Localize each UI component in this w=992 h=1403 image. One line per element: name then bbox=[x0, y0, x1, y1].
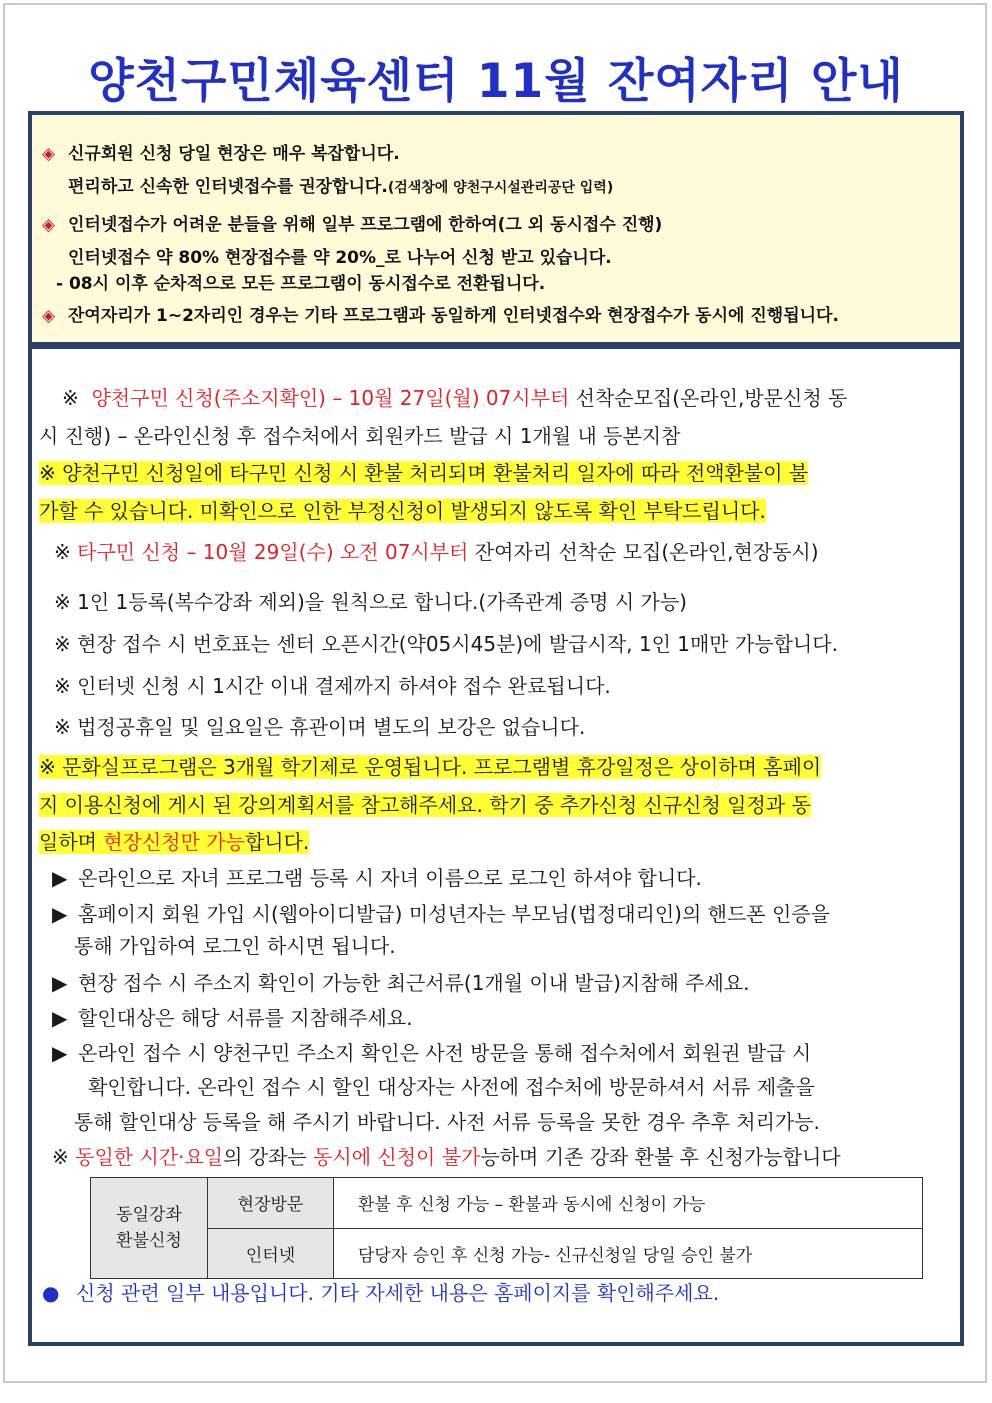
rule-holiday: ※ 법정공휴일 및 일요일은 휴관이며 별도의 보강은 없습니다. bbox=[54, 715, 586, 739]
tip-child-login: ▶ 온라인으로 자녀 프로그램 등록 시 자녀 이름으로 로그인 하셔야 합니다. bbox=[52, 861, 972, 895]
rule-number-ticket: ※ 현장 접수 시 번호표는 센터 오픈시간(약05시45분)에 발급시작, 1인 1매만 가능합니다. bbox=[54, 632, 838, 656]
table-type-cell: 현장방문 bbox=[208, 1178, 334, 1229]
resident-application-cont: 시 진행) – 온라인신청 후 접수처에서 회원카드 발급 시 1개월 내 등본지참 bbox=[39, 424, 681, 448]
arrow-bullet-icon: ▶ bbox=[52, 866, 68, 890]
notice-line-5: - 08시 이후 순차적으로 모든 프로그램이 동시접수로 전환됩니다. bbox=[56, 274, 546, 294]
table-type-cell: 인터넷 bbox=[208, 1228, 334, 1279]
tip-minor-signup: ▶ 홈페이지 회원 가입 시(웹아이디발급) 미성년자는 부모님(법정대리인)의 핸드폰 인증을 bbox=[52, 897, 972, 931]
rule-one-registration: ※ 1인 1등록(복수강좌 제외)을 원칙으로 합니다.(가족관계 증명 시 가능) bbox=[54, 590, 687, 614]
other-resident-line: ※ 타구민 신청 – 10월 29일(수) 오전 07시부터 잔여자리 선착순 모집(온라인,현장동시) bbox=[54, 540, 819, 564]
tip-discount-document: ▶ 할인대상은 해당 서류를 지참해주세요. bbox=[52, 1001, 972, 1035]
refund-warning-2: 가할 수 있습니다. 미확인으로 인한 부정신청이 발생되지 않도록 확인 부탁드립니다. bbox=[39, 499, 766, 523]
refund-policy-table bbox=[90, 1177, 923, 1279]
diamond-bullet-icon: ◈ bbox=[42, 306, 56, 326]
main-content-box bbox=[28, 346, 964, 1346]
culture-notice-3: 일하며 현장신청만 가능합니다. bbox=[39, 830, 310, 854]
table-row bbox=[91, 1228, 923, 1279]
tip-online-address-check-cont-2: 통해 할인대상 등록을 해 주시기 바랍니다. 사전 서류 등록을 못한 경우 추후 처리가능. bbox=[74, 1110, 820, 1134]
footer-note: ● 신청 관련 일부 내용입니다. 기타 자세한 내용은 홈페이지를 확인해주세요. bbox=[42, 1281, 720, 1305]
table-desc-cell: 담당자 승인 후 신청 가능- 신규신청일 당일 승인 불가 bbox=[334, 1228, 923, 1279]
tip-address-document: ▶ 현장 접수 시 주소지 확인이 가능한 최근서류(1개월 이내 발급)지참해 주세요. bbox=[52, 966, 972, 1000]
table-group-label: 동일강좌 환불신청 bbox=[91, 1178, 208, 1279]
arrow-bullet-icon: ▶ bbox=[52, 971, 68, 995]
arrow-bullet-icon: ▶ bbox=[52, 1041, 68, 1065]
arrow-bullet-icon: ▶ bbox=[52, 902, 68, 926]
tip-online-address-check-cont-1: 확인합니다. 온라인 접수 시 할인 대상자는 사전에 접수처에 방문하셔서 서류 제출을 bbox=[88, 1075, 815, 1099]
notice-box bbox=[28, 111, 964, 346]
notice-line-4: 인터넷접수 약 80% 현장접수를 약 20%_로 나누어 신청 받고 있습니다. bbox=[68, 248, 612, 268]
culture-notice-2: 지 이용신청에 게시 된 강의계획서를 참고해주세요. 학기 중 추가신청 신규신청 일정과 동 bbox=[39, 793, 811, 817]
refund-warning-1: ※ 양천구민 신청일에 타구민 신청 시 환불 처리되며 환불처리 일자에 따라 전액환불이 불 bbox=[39, 461, 809, 485]
notice-line-1: ◈ 신규회원 신청 당일 현장은 매우 복잡합니다. bbox=[42, 144, 400, 164]
tip-online-address-check: ▶ 온라인 접수 시 양천구민 주소지 확인은 사전 방문을 통해 접수처에서 회원권 발급 시 bbox=[52, 1036, 972, 1070]
table-row bbox=[91, 1178, 923, 1229]
same-class-notice: ※ 동일한 시간·요일의 강좌는 동시에 신청이 불가능하며 기존 강좌 환불 후 신청가능합니다 bbox=[52, 1145, 841, 1169]
culture-notice-1: ※ 문화실프로그램은 3개월 학기제로 운영됩니다. 프로그램별 휴강일정은 상이하며 홈페이 bbox=[39, 755, 822, 779]
resident-application-line: ※ 양천구민 신청(주소지확인) – 10월 27일(월) 07시부터 선착순모집(온라인,방문신청 동 bbox=[62, 386, 848, 410]
diamond-bullet-icon: ◈ bbox=[42, 215, 56, 235]
page-title: 양천구민체육센터 11월 잔여자리 안내 bbox=[88, 54, 904, 109]
tip-minor-signup-cont: 통해 가입하여 로그인 하시면 됩니다. bbox=[74, 934, 396, 958]
circle-bullet-icon: ● bbox=[42, 1281, 60, 1305]
arrow-bullet-icon: ▶ bbox=[52, 1006, 68, 1030]
notice-line-6: ◈ 잔여자리가 1~2자리인 경우는 기타 프로그램과 동일하게 인터넷접수와 현장접수가 동시에 진행됩니다. bbox=[42, 306, 839, 326]
table-desc-cell: 환불 후 신청 가능 – 환불과 동시에 신청이 가능 bbox=[334, 1178, 923, 1229]
rule-internet-payment: ※ 인터넷 신청 시 1시간 이내 결제까지 하셔야 접수 완료됩니다. bbox=[54, 674, 611, 698]
notice-line-3: ◈ 인터넷접수가 어려운 분들을 위해 일부 프로그램에 한하여(그 외 동시접수 진행) bbox=[42, 215, 663, 235]
diamond-bullet-icon: ◈ bbox=[42, 144, 56, 164]
notice-line-2: 편리하고 신속한 인터넷접수를 권장합니다.(검색창에 양천구시설관리공단 입력) bbox=[68, 177, 614, 197]
